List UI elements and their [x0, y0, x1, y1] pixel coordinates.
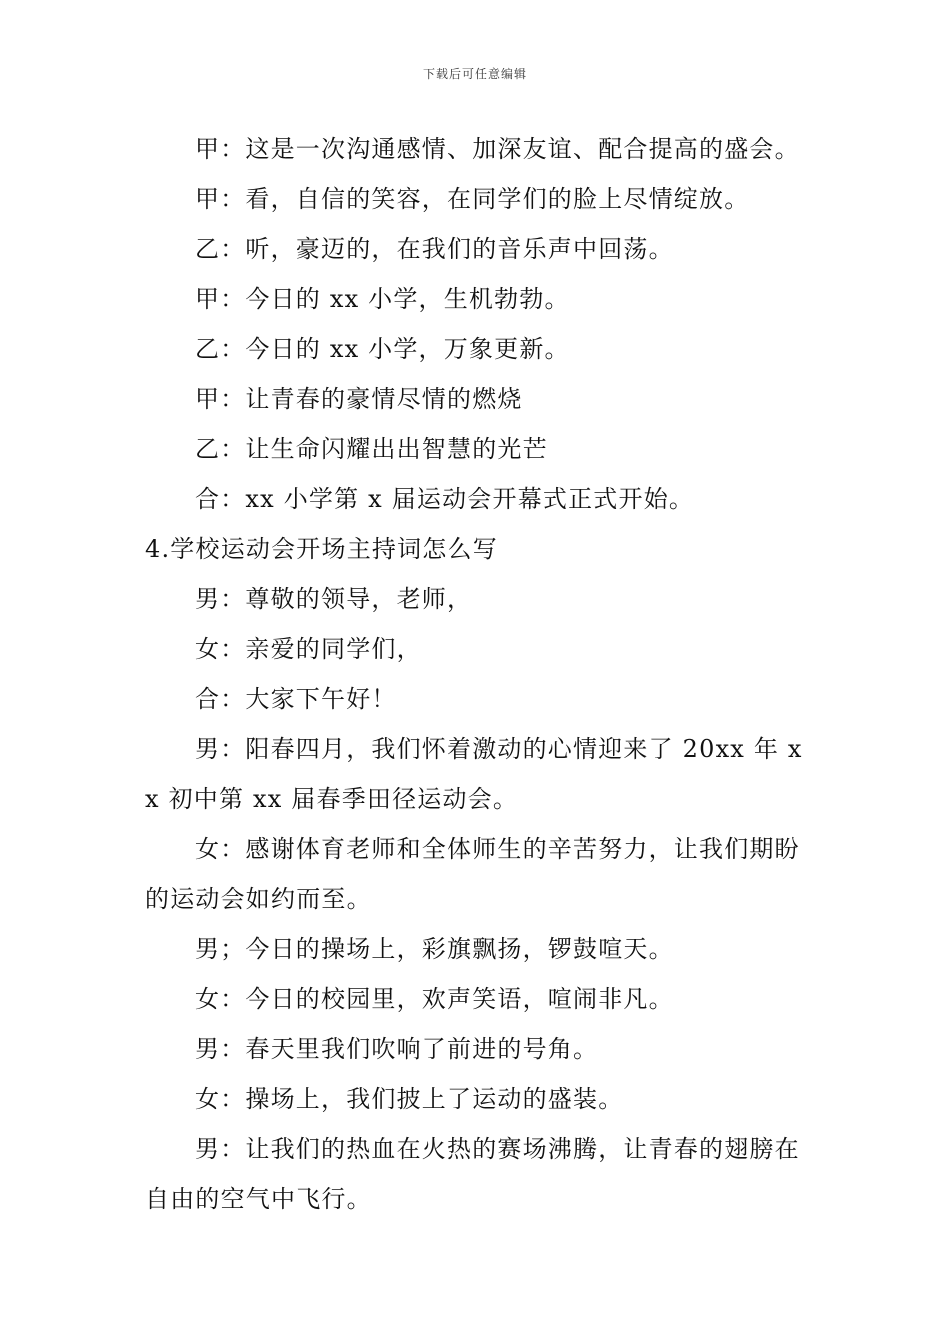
dialogue-line: 女：亲爱的同学们， [195, 635, 422, 663]
dialogue-line: 男；今日的操场上，彩旗飘扬，锣鼓喧天。 [195, 935, 674, 963]
dialogue-line: 甲：看，自信的笑容，在同学们的脸上尽情绽放。 [195, 185, 750, 213]
dialogue-paragraph: 女：感谢体育老师和全体师生的辛苦努力，让我们期盼的运动会如约而至。 [145, 835, 800, 913]
dialogue-line: 乙：今日的 xx 小学，万象更新。 [195, 335, 570, 363]
section-heading: 4.学校运动会开场主持词怎么写 [145, 535, 498, 563]
dialogue-line: 男：春天里我们吹响了前进的号角。 [195, 1035, 599, 1063]
dialogue-line: 乙：让生命闪耀出出智慧的光芒 [195, 435, 548, 463]
dialogue-line: 男：尊敬的领导，老师， [195, 585, 473, 613]
dialogue-line: 女：今日的校园里，欢声笑语，喧闹非凡。 [195, 985, 674, 1013]
document-body [145, 124, 810, 1224]
dialogue-line: 乙：听，豪迈的，在我们的音乐声中回荡。 [195, 235, 674, 263]
dialogue-line: 合：xx 小学第 x 届运动会开幕式正式开始。 [195, 485, 695, 513]
dialogue-paragraph: 男：阳春四月，我们怀着激动的心情迎来了 20xx 年 xx 初中第 xx 届春季田径运动会。 [145, 735, 803, 813]
dialogue-paragraph: 男：让我们的热血在火热的赛场沸腾，让青春的翅膀在自由的空气中飞行。 [145, 1135, 800, 1213]
dialogue-line: 甲：让青春的豪情尽情的燃烧 [195, 385, 523, 413]
dialogue-line: 甲：这是一次沟通感情、加深友谊、配合提高的盛会。 [195, 135, 800, 163]
dialogue-line: 甲：今日的 xx 小学，生机勃勃。 [195, 285, 570, 313]
page-header: 下载后可任意编辑 [422, 67, 527, 81]
dialogue-line: 女：操场上，我们披上了运动的盛装。 [195, 1085, 624, 1113]
dialogue-line: 合：大家下午好！ [195, 685, 397, 713]
